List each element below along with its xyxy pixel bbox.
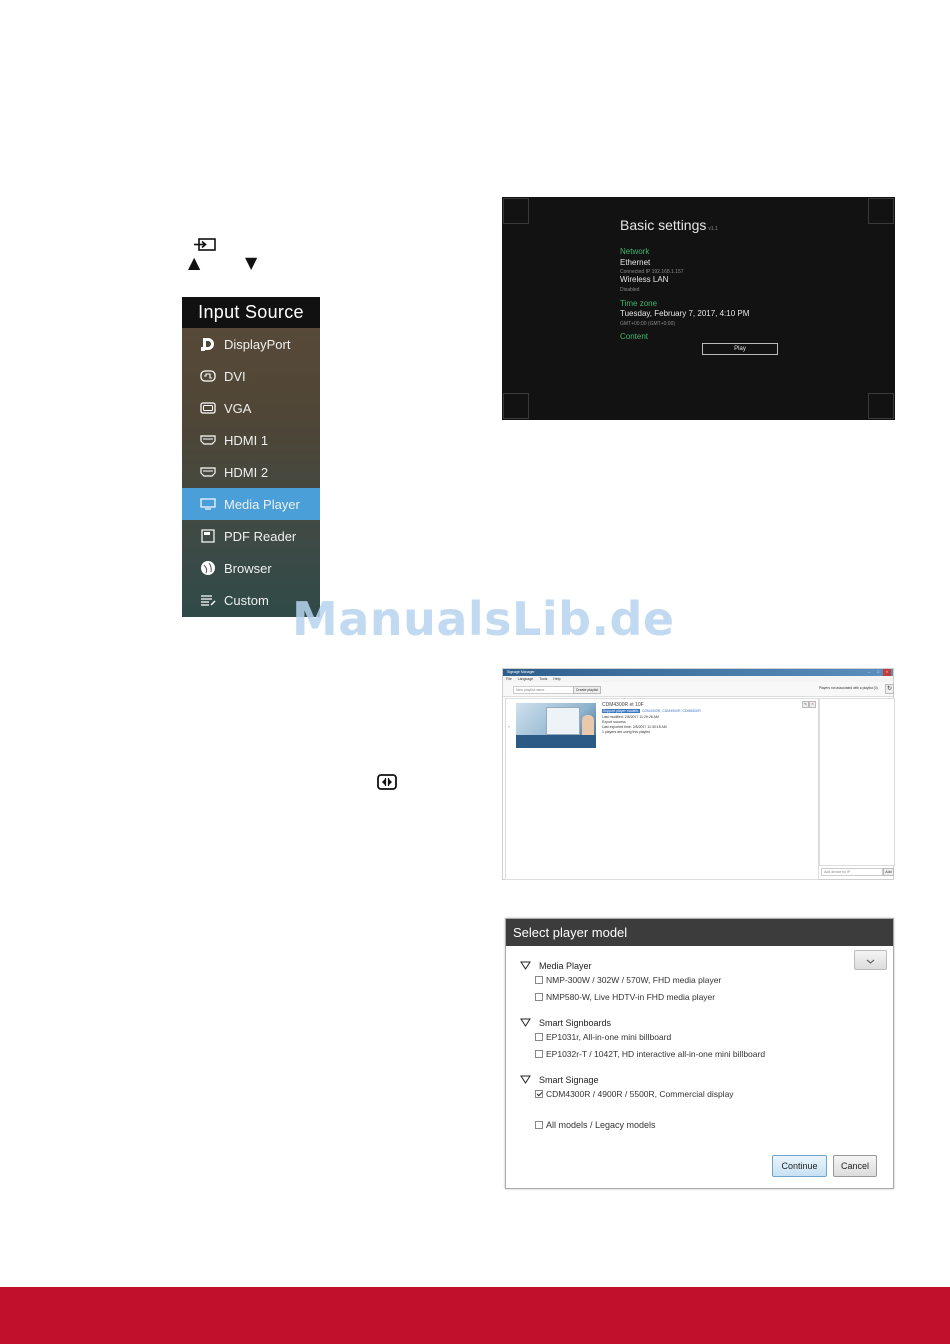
- menu-language[interactable]: Language: [517, 677, 534, 681]
- checkbox[interactable]: [535, 1121, 543, 1129]
- hdmi-icon: [199, 433, 217, 447]
- input-source-menu: [182, 297, 320, 617]
- dropdown-button[interactable]: [854, 950, 887, 970]
- vga-icon: [199, 401, 217, 415]
- collapse-triangle-icon: [520, 1074, 531, 1085]
- last-modified: Last modified: 2/8/2017 11:29:26 AM: [602, 715, 659, 719]
- model-option-label: NMP-300W / 302W / 570W, FHD media player: [546, 975, 722, 985]
- menu-item-label: Browser: [224, 560, 272, 576]
- datetime-value[interactable]: Tuesday, February 7, 2017, 4:10 PM: [620, 309, 750, 318]
- right-panel-title: Players not associated with a playlist (0): [819, 686, 878, 690]
- watermark: ManualsLib.de: [292, 592, 675, 646]
- menu-item-dvi[interactable]: [182, 360, 320, 392]
- menu-item-label: DisplayPort: [224, 336, 291, 352]
- select-player-model-dialog: [505, 918, 894, 1189]
- basic-settings-screen: [502, 197, 895, 420]
- menu-item-vga[interactable]: [182, 392, 320, 424]
- players-using: 1 players are using this playlist: [602, 730, 650, 734]
- model-option-label: CDM4300R / 4900R / 5500R, Commercial display: [546, 1089, 734, 1099]
- checkbox[interactable]: [535, 1033, 543, 1041]
- model-option[interactable]: [535, 975, 721, 985]
- menu-item-label: DVI: [224, 368, 246, 384]
- edit-icon[interactable]: ✎: [802, 701, 809, 708]
- menu-item-hdmi-2[interactable]: [182, 456, 320, 488]
- corner-marker: [503, 198, 529, 224]
- checkbox[interactable]: [535, 1050, 543, 1058]
- model-option[interactable]: [535, 1032, 671, 1042]
- hdmi-icon: [199, 465, 217, 479]
- menu-item-label: Custom: [224, 592, 269, 608]
- group-label: Smart Signboards: [539, 1017, 612, 1028]
- dvi-icon: [199, 369, 217, 383]
- menu-item-media-player[interactable]: [182, 488, 320, 520]
- refresh-icon[interactable]: ↻: [886, 686, 893, 692]
- up-arrow-icon: ▲: [188, 253, 201, 272]
- down-arrow-icon: ▼: [245, 253, 258, 272]
- menu-item-label: HDMI 2: [224, 464, 269, 480]
- support-models-badge: Support player models:: [603, 709, 639, 713]
- wlan-status: Disabled: [620, 287, 640, 293]
- minimize-icon[interactable]: –: [868, 670, 870, 674]
- menu-tools[interactable]: Tools: [539, 677, 548, 681]
- playlist-thumbnail[interactable]: [516, 703, 596, 748]
- model-option-label: NMP580-W, Live HDTV-in FHD media player: [546, 992, 716, 1002]
- delete-icon[interactable]: ×: [809, 701, 816, 708]
- network-heading: Network: [620, 247, 650, 256]
- group-label: Smart Signage: [539, 1074, 599, 1085]
- group-label: Media Player: [539, 960, 592, 971]
- checkbox[interactable]: [535, 976, 543, 984]
- model-option-label: EP1031r, All-in-one mini billboard: [546, 1032, 672, 1042]
- dialog-title: Select player model: [506, 919, 893, 946]
- playlist-name-input[interactable]: New playlist name: [513, 686, 575, 694]
- last-exported: Last exported time: 2/8/2017 11:30:18 AM: [602, 725, 667, 729]
- menu-item-label: PDF Reader: [224, 528, 297, 544]
- create-playlist-button[interactable]: Create playlist: [573, 686, 601, 694]
- model-option-label: EP1032r-T / 1042T, HD interactive all-in-one mini billboard: [546, 1049, 766, 1059]
- aspect-key-icon: [377, 774, 397, 790]
- menu-item-browser[interactable]: [182, 552, 320, 584]
- collapse-triangle-icon: [520, 1017, 531, 1028]
- checkbox-checked[interactable]: [535, 1090, 543, 1098]
- support-models-value: CDM4300R, CDM4900R, CDM5500R: [642, 709, 701, 713]
- maximize-icon[interactable]: □: [876, 670, 880, 674]
- input-source-key-icon: [194, 237, 218, 253]
- menu-item-pdf-reader[interactable]: [182, 520, 320, 552]
- continue-button[interactable]: Continue: [772, 1155, 827, 1177]
- corner-marker: [868, 393, 894, 419]
- play-button[interactable]: Play: [702, 343, 778, 355]
- group-media-player[interactable]: [520, 960, 592, 971]
- playlist-title: CDM4300R et 10F: [602, 702, 644, 708]
- checkbox[interactable]: [535, 993, 543, 1001]
- add-device-input[interactable]: Add device by IP: [821, 868, 883, 876]
- all-models-option[interactable]: [535, 1120, 656, 1130]
- pdf-icon: [199, 529, 217, 543]
- playlist-list: [505, 698, 819, 880]
- unassociated-players-panel: [819, 698, 895, 866]
- close-icon[interactable]: ×: [883, 669, 891, 676]
- footer-band: [0, 1287, 950, 1344]
- model-option[interactable]: [535, 992, 715, 1002]
- corner-marker: [503, 393, 529, 419]
- menu-item-label: Media Player: [224, 496, 300, 512]
- model-option[interactable]: [535, 1049, 765, 1059]
- menu-item-hdmi-1[interactable]: [182, 424, 320, 456]
- all-models-label: All models / Legacy models: [546, 1120, 656, 1130]
- menu-item-displayport[interactable]: [182, 328, 320, 360]
- group-smart-signboards[interactable]: [520, 1017, 611, 1028]
- toolbar: [503, 682, 893, 697]
- menu-file[interactable]: File: [506, 677, 512, 681]
- window-title: Signage Manager: [507, 670, 535, 674]
- ethernet-label[interactable]: Ethernet: [620, 258, 651, 267]
- content-heading: Content: [620, 332, 649, 341]
- basic-settings-title: [620, 217, 718, 233]
- wlan-label[interactable]: Wireless LAN: [620, 275, 669, 284]
- chevron-down-icon: [855, 951, 886, 969]
- menu-item-label: HDMI 1: [224, 432, 269, 448]
- ethernet-status: Connected IP 192.168.1.157: [620, 269, 684, 275]
- basic-settings-title-text: Basic settings: [620, 217, 707, 233]
- model-option[interactable]: [535, 1089, 734, 1099]
- add-device-button[interactable]: Add: [883, 868, 894, 876]
- menu-item-label: VGA: [224, 400, 252, 416]
- player-manager-window: [502, 668, 894, 880]
- timezone-heading: Time zone: [620, 299, 658, 308]
- group-smart-signage[interactable]: [520, 1074, 599, 1085]
- menu-help[interactable]: Help: [553, 677, 561, 681]
- collapse-triangle-icon: [520, 960, 531, 971]
- cancel-button[interactable]: Cancel: [833, 1155, 877, 1177]
- version-label: v1.1: [708, 226, 718, 232]
- displayport-icon: [199, 337, 217, 351]
- media-player-icon: [199, 497, 217, 511]
- window-titlebar: [503, 669, 893, 676]
- corner-marker: [868, 198, 894, 224]
- expand-icon[interactable]: »: [508, 725, 510, 729]
- custom-icon: [199, 593, 217, 607]
- input-source-title: Input Source: [182, 297, 320, 328]
- timezone-value: GMT+00:00 (GMT+0:00): [620, 321, 676, 327]
- browser-icon: [199, 561, 217, 575]
- export-status: Export success: [602, 720, 626, 724]
